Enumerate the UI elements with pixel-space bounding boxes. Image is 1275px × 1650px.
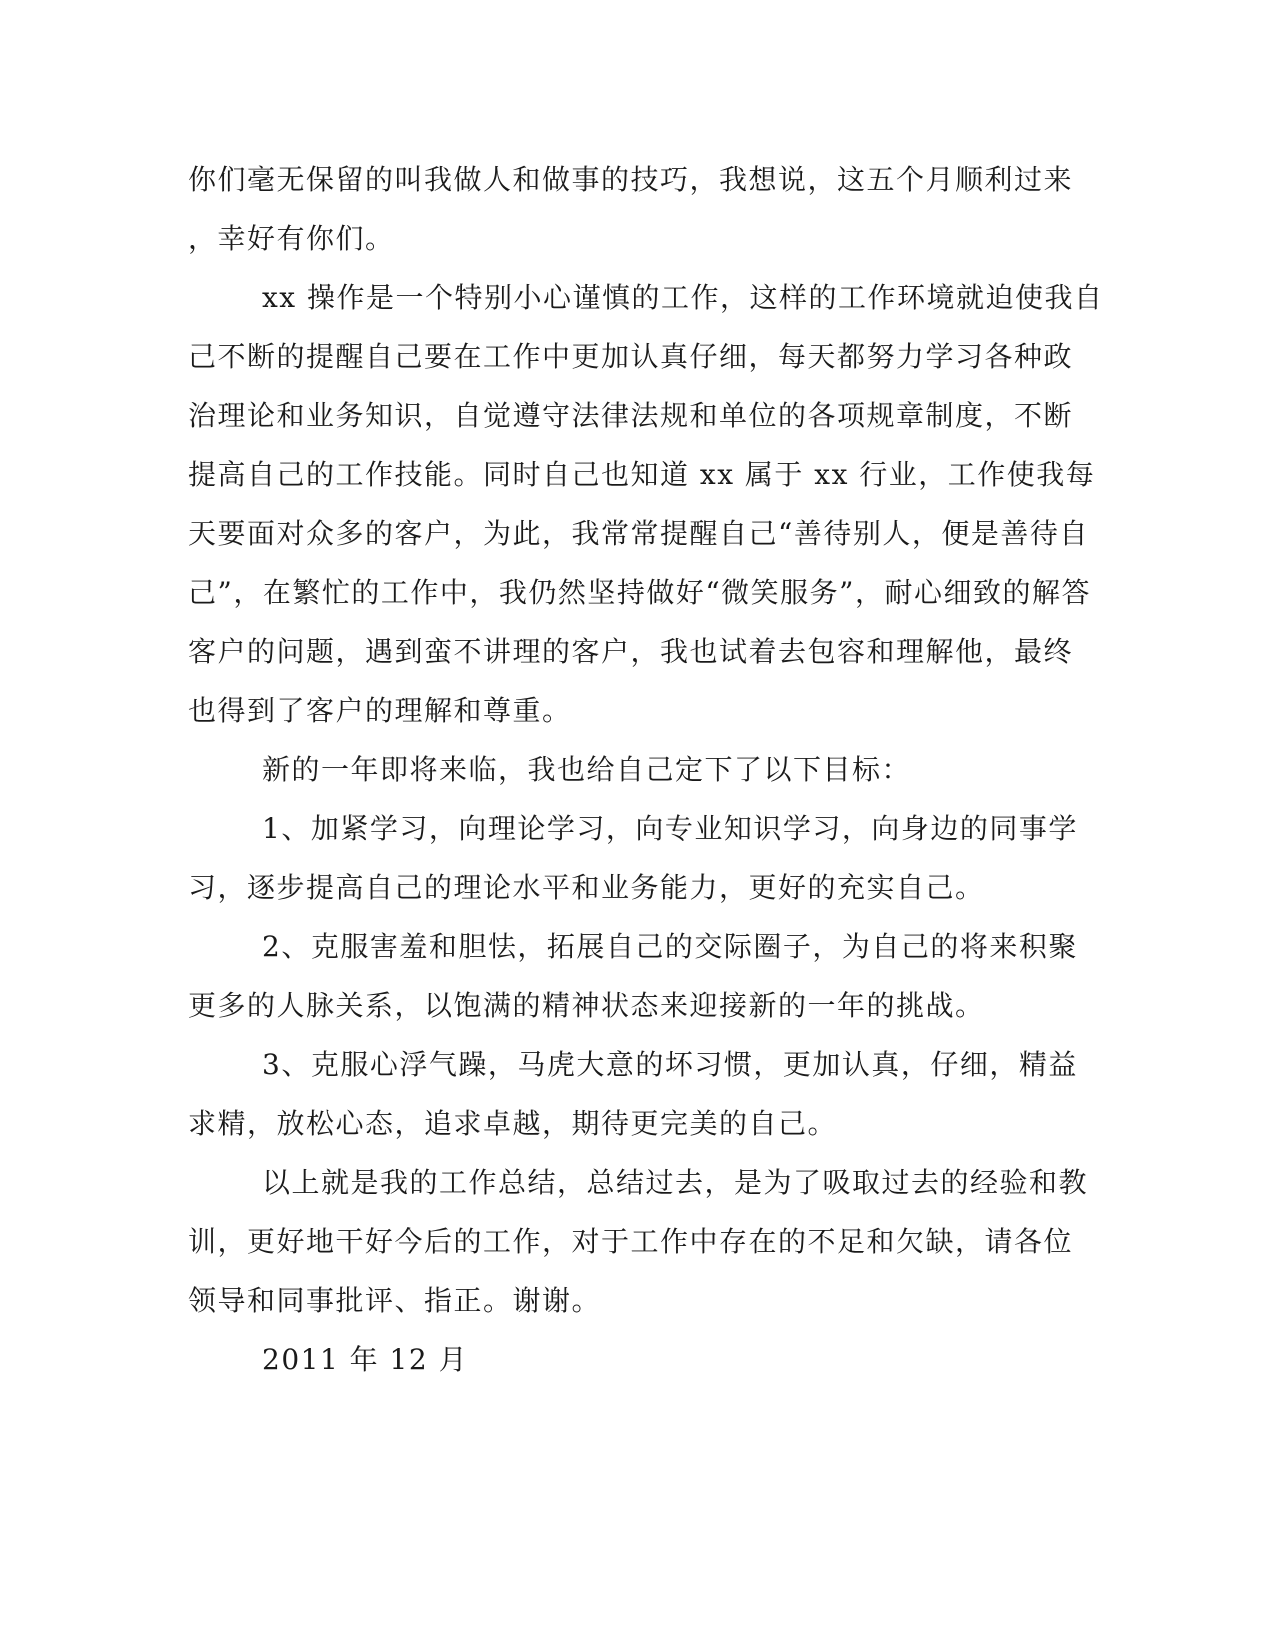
text-line-5: 治理论和业务知识，自觉遵守法律法规和单位的各项规章制度，不断 [188,399,1074,432]
text-line-19: 训，更好地干好今后的工作，对于工作中存在的不足和欠缺，请各位 [188,1225,1074,1258]
text-line-1: 你们毫无保留的叫我做人和做事的技巧，我想说，这五个月顺利过来 [188,163,1074,196]
text-line-4: 己不断的提醒自己要在工作中更加认真仔细，每天都努力学习各种政 [188,340,1074,373]
text-line-11: 新的一年即将来临，我也给自己定下了以下目标： [262,753,912,786]
text-line-3: xx 操作是一个特别小心谨慎的工作，这样的工作环境就迫使我自 [262,281,1104,314]
text-line-12: 1、加紧学习，向理论学习，向专业知识学习，向身边的同事学 [262,812,1078,845]
text-line-9: 客户的问题，遇到蛮不讲理的客户，我也试着去包容和理解他，最终 [188,635,1074,668]
text-line-8: 己”，在繁忙的工作中，我仍然坚持做好“微笑服务”，耐心细致的解答 [188,576,1091,609]
text-line-10: 也得到了客户的理解和尊重。 [188,694,572,727]
text-line-16: 3、克服心浮气躁，马虎大意的坏习惯，更加认真，仔细，精益 [262,1048,1078,1081]
text-line-15: 更多的人脉关系，以饱满的精神状态来迎接新的一年的挑战。 [188,989,985,1022]
text-line-7: 天要面对众多的客户，为此，我常常提醒自己“善待别人，便是善待自 [188,517,1089,550]
text-line-14: 2、克服害羞和胆怯，拓展自己的交际圈子，为自己的将来积聚 [262,930,1078,963]
text-line-18: 以上就是我的工作总结，总结过去，是为了吸取过去的经验和教 [262,1166,1089,1199]
text-line-13: 习，逐步提高自己的理论水平和业务能力，更好的充实自己。 [188,871,985,904]
date-line: 2011 年 12 月 [262,1343,469,1376]
text-line-6: 提高自己的工作技能。同时自己也知道 xx 属于 xx 行业，工作使我每 [188,458,1096,491]
text-line-20: 领导和同事批评、指正。谢谢。 [188,1284,602,1317]
text-line-2: ，幸好有你们。 [188,222,395,255]
text-line-17: 求精，放松心态，追求卓越，期待更完美的自己。 [188,1107,838,1140]
